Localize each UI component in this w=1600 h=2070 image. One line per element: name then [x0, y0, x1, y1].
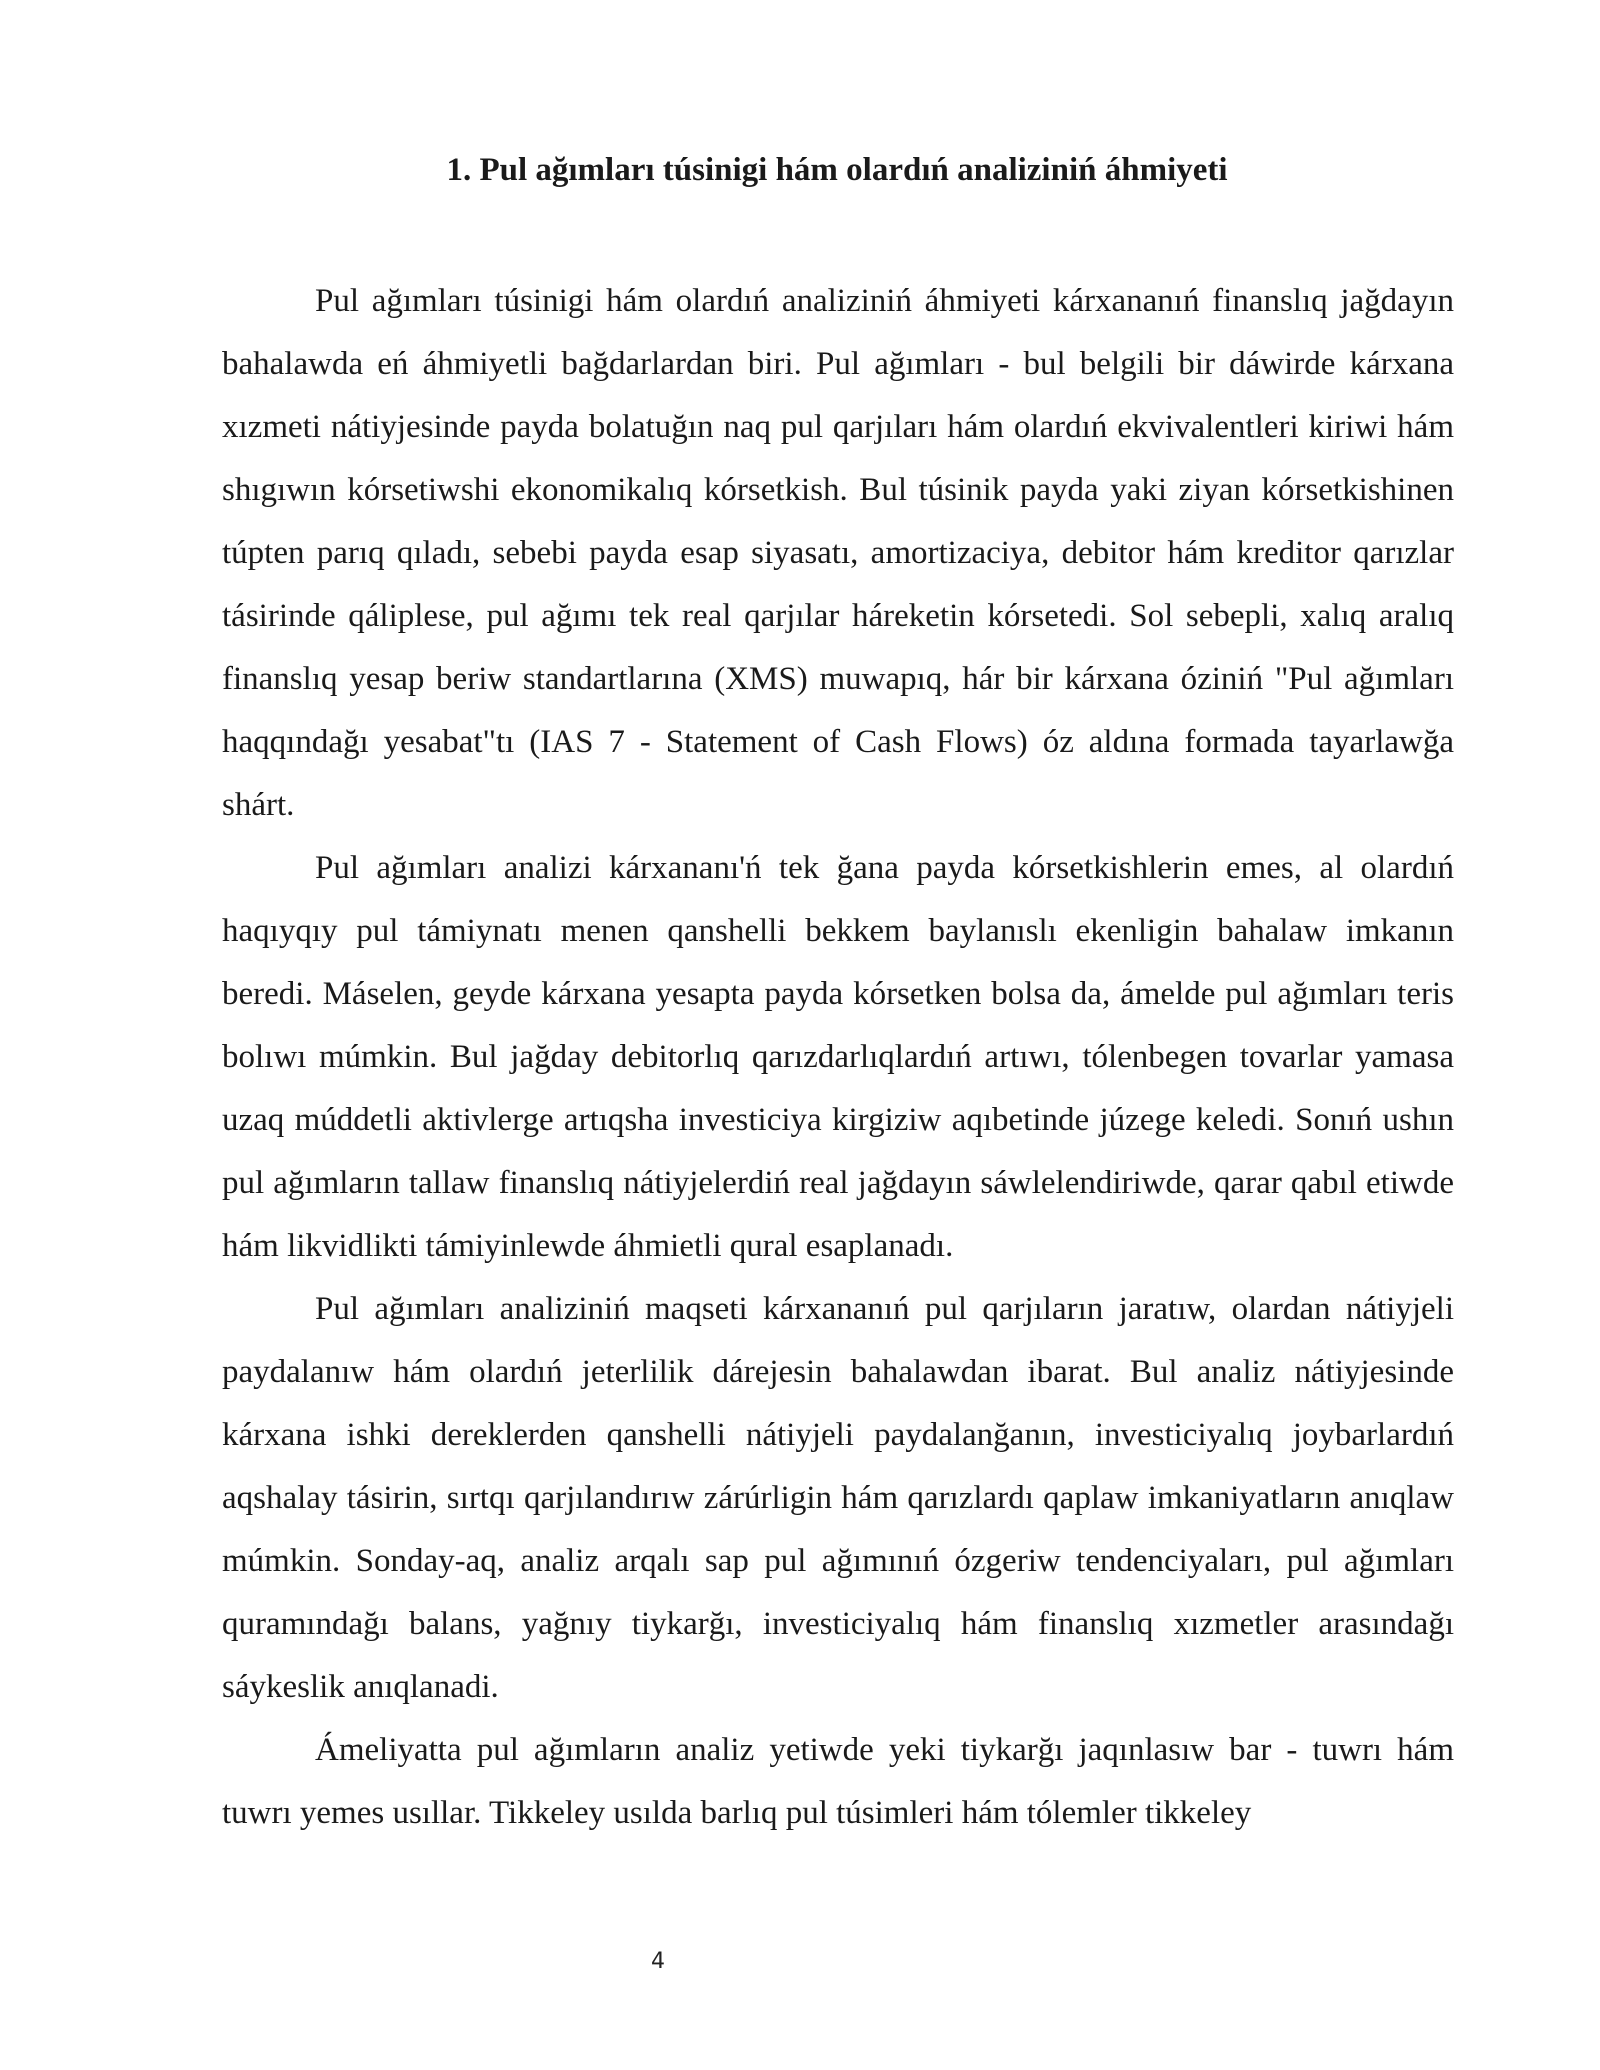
paragraph-3: Pul ağımları analiziniń maqseti kárxananıń pul qarjıların jaratıw, olardan nátiyjeli paydalanıw hám olardıń jeterlilik dárejesin bahalawdan ibarat. Bul analiz nátiyjesinde kárxana ishki dereklerden qanshelli nátiyjeli paydalanğanın, investiciyalıq joybarlardıń aqshalay tásirin, sırtqı qarjılandırıw zárúrligin hám qarızlardı qaplaw imkaniyatların anıqlaw múmkin. Sonday-aq, analiz arqalı sap pul ağımınıń ózgeriw tendenciyaları, pul ağımları quramındağı balans, yağnıy tiykarğı, investiciyalıq hám finanslıq xızmetler arasındağı sáykeslik anıqlanadi. [222, 1291, 1454, 1705]
page-number: 4 [651, 1949, 665, 1974]
paragraph-1: Pul ağımları túsinigi hám olardıń analiziniń áhmiyeti kárxananıń finanslıq jağdayın bahalawda eń áhmiyetli bağdarlardan biri. Pul ağımları - bul belgili bir dáwirde kárxana xızmeti nátiyjesinde payda bolatuğın naq pul qarjıları hám olardıń ekvivalentleri kiriwi hám shıgıwın kórsetiwshi ekonomikalıq kórsetkish. Bul túsinik payda yaki ziyan kórsetkishinen túpten parıq qıladı, sebebi payda esap siyasatı, amortizaciya, debitor hám kreditor qarızlar tásirinde qáliplese, pul ağımı tek real qarjılar háreketin kórsetedi. Sol sebepli, xalıq aralıq finanslıq yesap beriw standartlarına (XMS) muwapıq, hár bir kárxana óziniń "Pul ağımları haqqındağı yesabat"tı (IAS 7 - Statement of Cash Flows) óz aldına formada tayarlawğa shárt. [222, 283, 1454, 823]
paragraph-4: Ámeliyatta pul ağımların analiz yetiwde yeki tiykarğı jaqınlasıw bar - tuwrı hám tuwrı yemes usıllar. Tikkeley usılda barlıq pul túsimleri hám tólemler tikkeley [222, 1732, 1454, 1831]
section-heading: 1. Pul ağımları túsinigi hám olardıń analiziniń áhmiyeti [446, 152, 1228, 188]
paragraph-2: Pul ağımları analizi kárxananı'ń tek ğana payda kórsetkishlerin emes, al olardıń haqıyqıy pul támiynatı menen qanshelli bekkem baylanıslı ekenligin bahalaw imkanın beredi. Máselen, geyde kárxana yesapta payda kórsetken bolsa da, ámelde pul ağımları teris bolıwı múmkin. Bul jağday debitorlıq qarızdarlıqlardıń artıwı, tólenbegen tovarlar yamasa uzaq múddetli aktivlerge artıqsha investiciya kirgiziw aqıbetinde júzege keledi. Sonıń ushın pul ağımların tallaw finanslıq nátiyjelerdiń real jağdayın sáwlelendiriwde, qarar qabıl etiwde hám likvidlikti támiyinlewde áhmietli qural esaplanadı. [222, 850, 1454, 1264]
body-text [222, 270, 1454, 1845]
